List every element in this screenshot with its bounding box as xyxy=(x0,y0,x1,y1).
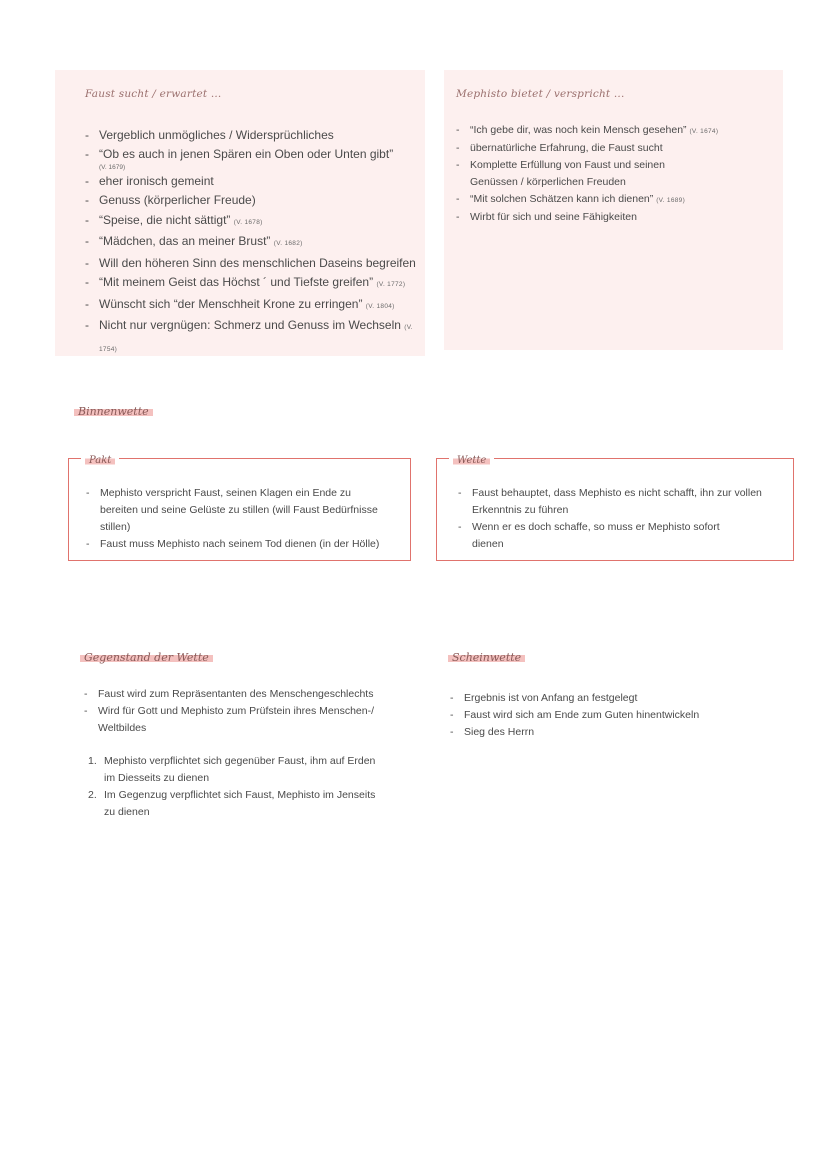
list-item: - Vergeblich unmögliches / Widersprüchliches - “Ob es auch in jenen Spären ein Oben oder Unten gibt” (V. 1679) - eher ironisch gemeint xyxy=(99,126,419,191)
list-item: - Komplette Erfüllung von Faust und seinen Genüssen / körperlichen Freuden - “Mit solchen Schätzen kann ich dienen” (V. 1689) xyxy=(470,157,710,209)
list-item: 2. Im Gegenzug verpflichtet sich Faust, Mephisto im Jenseits zu dienen xyxy=(88,789,376,818)
mephisto-bietet-title: Mephisto bietet / verspricht ... xyxy=(456,88,625,100)
list-item: - Will den höheren Sinn des menschlichen Daseins begreifen - “Mit meinem Geist das Höchst ´ und Tiefste greifen” (V. 1772) xyxy=(99,254,419,295)
list-item: - Faust wird sich am Ende zum Guten hinentwickeln xyxy=(464,707,764,724)
mephisto-bietet-box xyxy=(444,70,783,350)
pakt-box xyxy=(68,455,411,561)
list-item: - “Ob es auch in jenen Spären ein Oben oder Unten gibt” (V. 1679) xyxy=(99,146,419,172)
list-item: - “Mit solchen Schätzen kann ich dienen” (V. 1689) xyxy=(470,191,730,209)
list-item: 1. Mephisto verpflichtet sich gegenüber Faust, ihm auf Erden im Diesseits zu dienen xyxy=(88,755,376,784)
pakt-title: Pakt xyxy=(85,455,115,466)
list-item: - Ergebnis ist von Anfang an festgelegt xyxy=(464,690,764,707)
list-item: - Faust behauptet, dass Mephisto es nicht schafft, ihn zur vollen Erkenntnis zu führen - Wenn er es doch schaffe, so muss er Mephisto sofort dienen xyxy=(472,485,772,553)
wette-box xyxy=(436,455,794,561)
faust-sucht-list xyxy=(99,126,419,359)
list-item: - Wird für Gott und Mephisto zum Prüfstein ihres Menschen-/ Weltbildes xyxy=(98,703,378,737)
pakt-list xyxy=(100,485,390,553)
list-item: - Mephisto verspricht Faust, seinen Klagen ein Ende zu bereiten und seine Gelüste zu stillen (will Faust Bedürfnisse stillen) xyxy=(100,485,390,536)
scheinwette-heading: Scheinwette xyxy=(448,651,525,664)
list-item: - Wirbt für sich und seine Fähigkeiten xyxy=(470,209,770,226)
list-item: - Faust wird zum Repräsentanten des Menschengeschlechts xyxy=(98,686,378,703)
list-item: - Sieg des Herrn xyxy=(464,724,764,741)
list-item: - Wenn er es doch schaffe, so muss er Mephisto sofort dienen xyxy=(472,519,722,553)
list-item: - eher ironisch gemeint xyxy=(99,172,419,192)
list-item: - übernatürliche Erfahrung, die Faust sucht xyxy=(470,140,770,157)
list-item: - “Ich gebe dir, was noch kein Mensch gesehen” (V. 1674) - übernatürliche Erfahrung, die Faust sucht xyxy=(470,122,770,157)
faust-sucht-box xyxy=(55,70,425,356)
scheinwette-bullets xyxy=(464,690,764,741)
list-item: - “Mit meinem Geist das Höchst ´ und Tiefste greifen” (V. 1772) xyxy=(99,273,419,295)
gegenstand-heading: Gegenstand der Wette xyxy=(80,651,213,664)
list-item: - Faust muss Mephisto nach seinem Tod dienen (in der Hölle) xyxy=(100,536,390,553)
list-item: - “Mädchen, das an meiner Brust” (V. 1682) xyxy=(99,232,419,254)
list-item: - Genuss (körperlicher Freude) - “Speise, die nicht sättigt” (V. 1678) - “Mädchen, das an meiner Brust” (V. 1682) xyxy=(99,191,419,254)
list-item: - Nicht nur vergnügen: Schmerz und Genuss im Wechseln (V. 1754) xyxy=(99,316,419,359)
gegenstand-numbered xyxy=(88,753,384,821)
faust-sucht-title: Faust sucht / erwartet ... xyxy=(85,88,222,100)
gegenstand-bullets xyxy=(98,686,378,737)
wette-list xyxy=(472,485,772,553)
list-item: - “Speise, die nicht sättigt” (V. 1678) xyxy=(99,211,419,233)
list-item: - Wünscht sich “der Menschheit Krone zu erringen” (V. 1804) xyxy=(99,295,419,317)
wette-title: Wette xyxy=(453,455,490,466)
mephisto-bietet-list xyxy=(470,122,770,226)
binnenwette-heading: Binnenwette xyxy=(74,405,153,418)
